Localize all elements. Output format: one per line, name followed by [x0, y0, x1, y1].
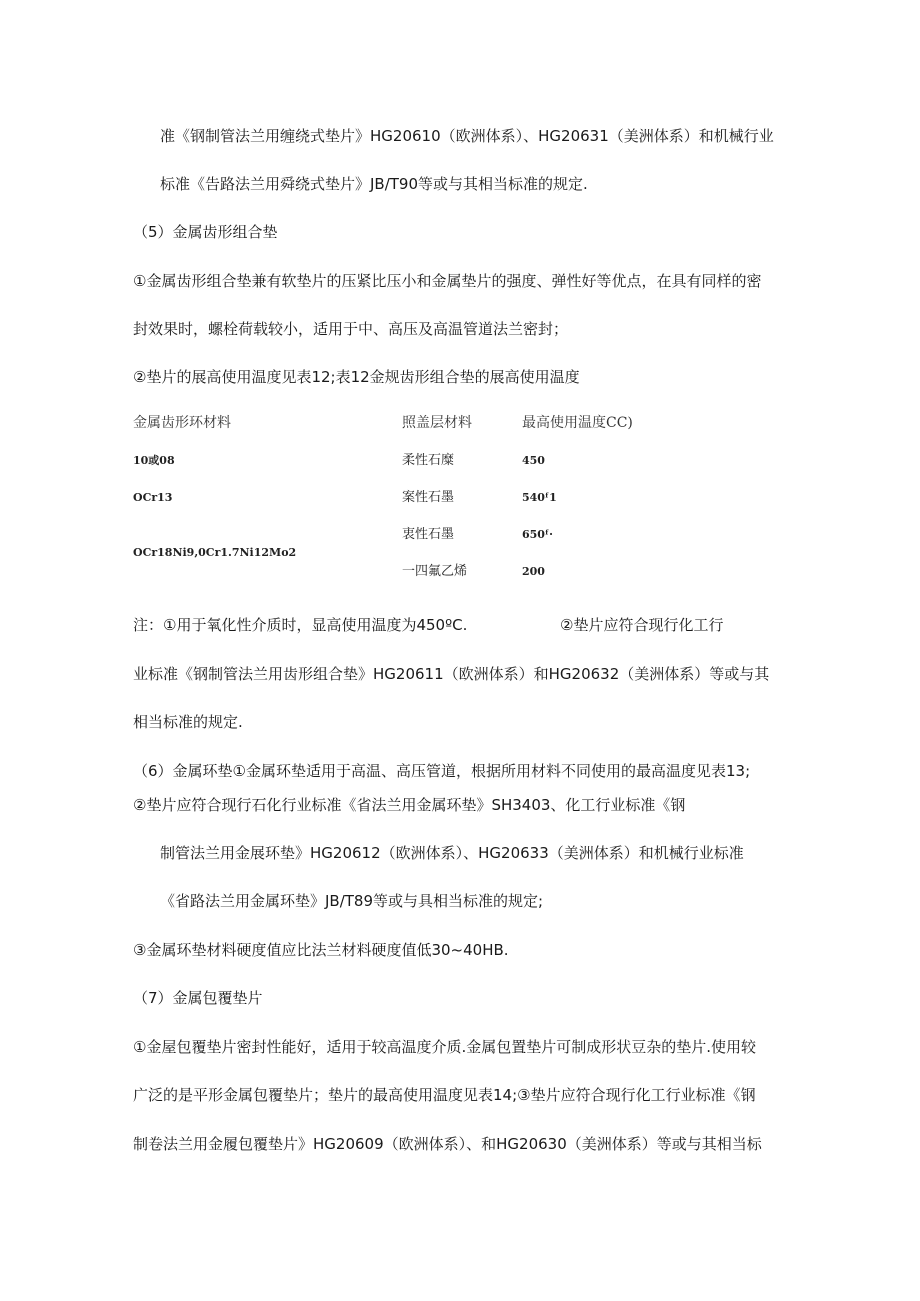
table-header-temperature: 最高使用温度CC)	[522, 415, 633, 431]
table-cell-temperature: 450	[522, 454, 545, 467]
table-cell-temperature: 650ᶠ·	[522, 528, 554, 541]
table-header-material: 金属齿形环材料	[133, 415, 231, 431]
table-cell-material: OCr18Ni9,0Cr1.7Ni12Mo2	[133, 546, 297, 559]
table-cell-cover: 一四氟乙烯	[402, 564, 468, 579]
table-cell-material: OCr13	[133, 491, 173, 504]
text-line: 封效果时，螺栓荷载较小，适用于中、高压及高温管道法兰密封；	[133, 320, 569, 338]
table-cell-cover: 衷性石墨	[402, 527, 455, 542]
text-line: ①金屋包覆垫片密封性能好，适用于较高温度介质.金属包置垫片可制成形状豆杂的垫片.使用较	[133, 1038, 756, 1056]
table-cell-cover: 案性石墨	[402, 490, 455, 505]
table-cell-cover: 柔性石糜	[402, 453, 455, 468]
table-cell-temperature: 200	[522, 565, 545, 578]
text-line: ①金属齿形组合垫兼有软垫片的压紧比压小和金属垫片的强度、弹性好等优点，在具有同样的密	[133, 272, 762, 290]
text-line: ②垫片应符合现行石化行业标准《省法兰用金属环垫》SH3403、化工行业标准《钢	[133, 796, 686, 814]
text-line: 相当标准的规定.	[133, 713, 243, 731]
text-line: 业标准《钢制管法兰用齿形组合垫》HG20611（欧洲体系）和HG20632（美洲体系）等或与其	[133, 665, 770, 683]
text-line: ②垫片的展高使用温度见表12;表12金规齿形组合垫的展高使用温度	[133, 368, 580, 386]
text-line: 准《钢制管法兰用缠绕式垫片》HG20610（欧洲体系）、HG20631（美洲体系）和机械行业	[160, 127, 774, 145]
text-line: 制卷法兰用金履包覆垫片》HG20609（欧洲体系）、和HG20630（美洲体系）等或与其相当标	[133, 1135, 762, 1153]
section-heading-6: （6）金属环垫①金属环垫适用于高温、高压管道，根据所用材料不同使用的最高温度见表13;	[133, 762, 751, 780]
note-text: 注：①用于氧化性介质时，显高使用温度为450ºC.	[133, 616, 468, 634]
text-line: 《省路法兰用金属环垫》JB/T89等或与具相当标准的规定;	[160, 892, 544, 910]
text-line: 广泛的是平形金属包覆垫片；垫片的最高使用温度见表14;③垫片应符合现行化工行业标准《钢	[133, 1086, 756, 1104]
table-header-cover: 照盖层材料	[402, 415, 472, 431]
text-line: 标准《告路法兰用舜绕式垫片》JB/T90等或与其相当标准的规定.	[160, 175, 588, 193]
note-text: ②垫片应符合现行化工行	[560, 616, 724, 634]
table-cell-material: 10或08	[133, 454, 175, 467]
text-line: ③金属环垫材料硬度值应比法兰材料硬度值低30~40HB.	[133, 941, 509, 959]
table-cell-temperature: 540ᶠ1	[522, 491, 557, 504]
section-heading-7: （7）金属包覆垫片	[133, 989, 263, 1007]
section-heading-5: （5）金属齿形组合垫	[133, 223, 278, 241]
text-line: 制管法兰用金展环垫》HG20612（欧洲体系）、HG20633（美洲体系）和机械行业标准	[160, 844, 744, 862]
